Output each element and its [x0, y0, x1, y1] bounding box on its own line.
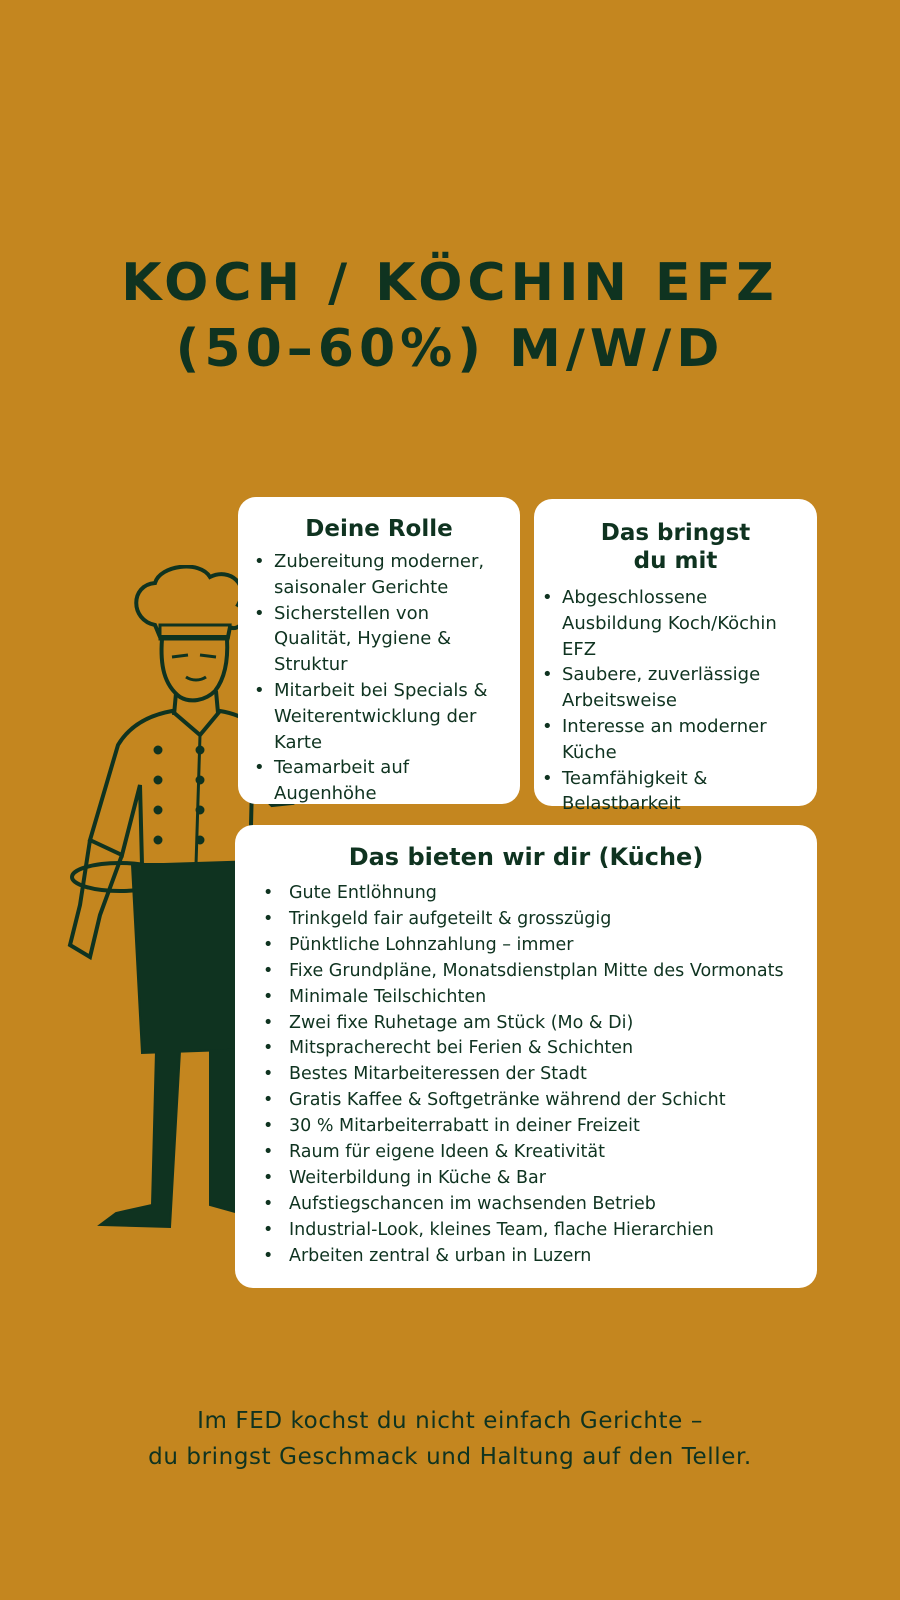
list-item: • Mitspracherecht bei Ferien & Schichten — [289, 1036, 803, 1062]
benefits-heading: Das bieten wir dir (Küche) — [348, 843, 704, 871]
job-title — [0, 250, 900, 382]
list-item: • Zwei fixe Ruhetage am Stück (Mo & Di) — [289, 1011, 803, 1037]
list-item: • Raum für eigene Ideen & Kreativität — [289, 1140, 803, 1166]
list-item: • Pünktliche Lohnzahlung – immer — [289, 933, 803, 959]
requirements-list — [562, 585, 807, 817]
list-item: • Teamfähigkeit & Belastbarkeit — [562, 766, 807, 818]
job-title-line-1: KOCH / KÖCHIN EFZ — [121, 253, 779, 313]
job-title-line-2: (50–60%) M/W/D — [175, 319, 725, 379]
role-heading: Deine Rolle — [305, 516, 453, 542]
list-item: • Gratis Kaffee & Softgetränke während der Schicht — [289, 1088, 803, 1114]
list-item: • Mitarbeit bei Specials & Weiterentwicklung der Karte — [274, 678, 506, 755]
tagline-line-1: Im FED kochst du nicht einfach Gerichte – — [197, 1408, 703, 1434]
requirements-heading — [544, 519, 807, 575]
list-item: • Aufstiegschancen im wachsenden Betrieb — [289, 1192, 803, 1218]
list-item: • 30 % Mitarbeiterrabatt in deiner Freizeit — [289, 1114, 803, 1140]
tagline-line-2: du bringst Geschmack und Haltung auf den Teller. — [148, 1444, 752, 1470]
list-item: • Minimale Teilschichten — [289, 985, 803, 1011]
requirements-heading-line-2: du mit — [633, 548, 718, 574]
list-item: • Saubere, zuverlässige Arbeitsweise — [562, 662, 807, 714]
list-item: • Abgeschlossene Ausbildung Koch/Köchin EFZ — [562, 585, 807, 662]
list-item: • Sicherstellen von Qualität, Hygiene & Struktur — [274, 601, 506, 678]
list-item: • Industrial-Look, kleines Team, flache Hierarchien — [289, 1218, 803, 1244]
list-item: • Gute Entlöhnung — [289, 881, 803, 907]
list-item: • Trinkgeld fair aufgeteilt & grosszügig — [289, 907, 803, 933]
requirements-heading-line-1: Das bringst — [600, 520, 751, 546]
role-card — [238, 497, 520, 804]
benefits-card — [235, 825, 817, 1288]
list-item: • Fixe Grundpläne, Monatsdienstplan Mitte des Vormonats — [289, 959, 803, 985]
tagline — [0, 1403, 900, 1475]
list-item: • Interesse an moderner Küche — [562, 714, 807, 766]
list-item: • Weiterbildung in Küche & Bar — [289, 1166, 803, 1192]
requirements-card — [534, 499, 817, 815]
list-item: • Arbeiten zentral & urban in Luzern — [289, 1244, 803, 1270]
list-item: • Zubereitung moderner, saisonaler Gerichte — [274, 549, 506, 601]
list-item: • Teamarbeit auf Augenhöhe — [274, 755, 506, 807]
list-item: • Bestes Mitarbeiteressen der Stadt — [289, 1062, 803, 1088]
role-list — [274, 549, 506, 807]
benefits-list — [289, 881, 803, 1270]
